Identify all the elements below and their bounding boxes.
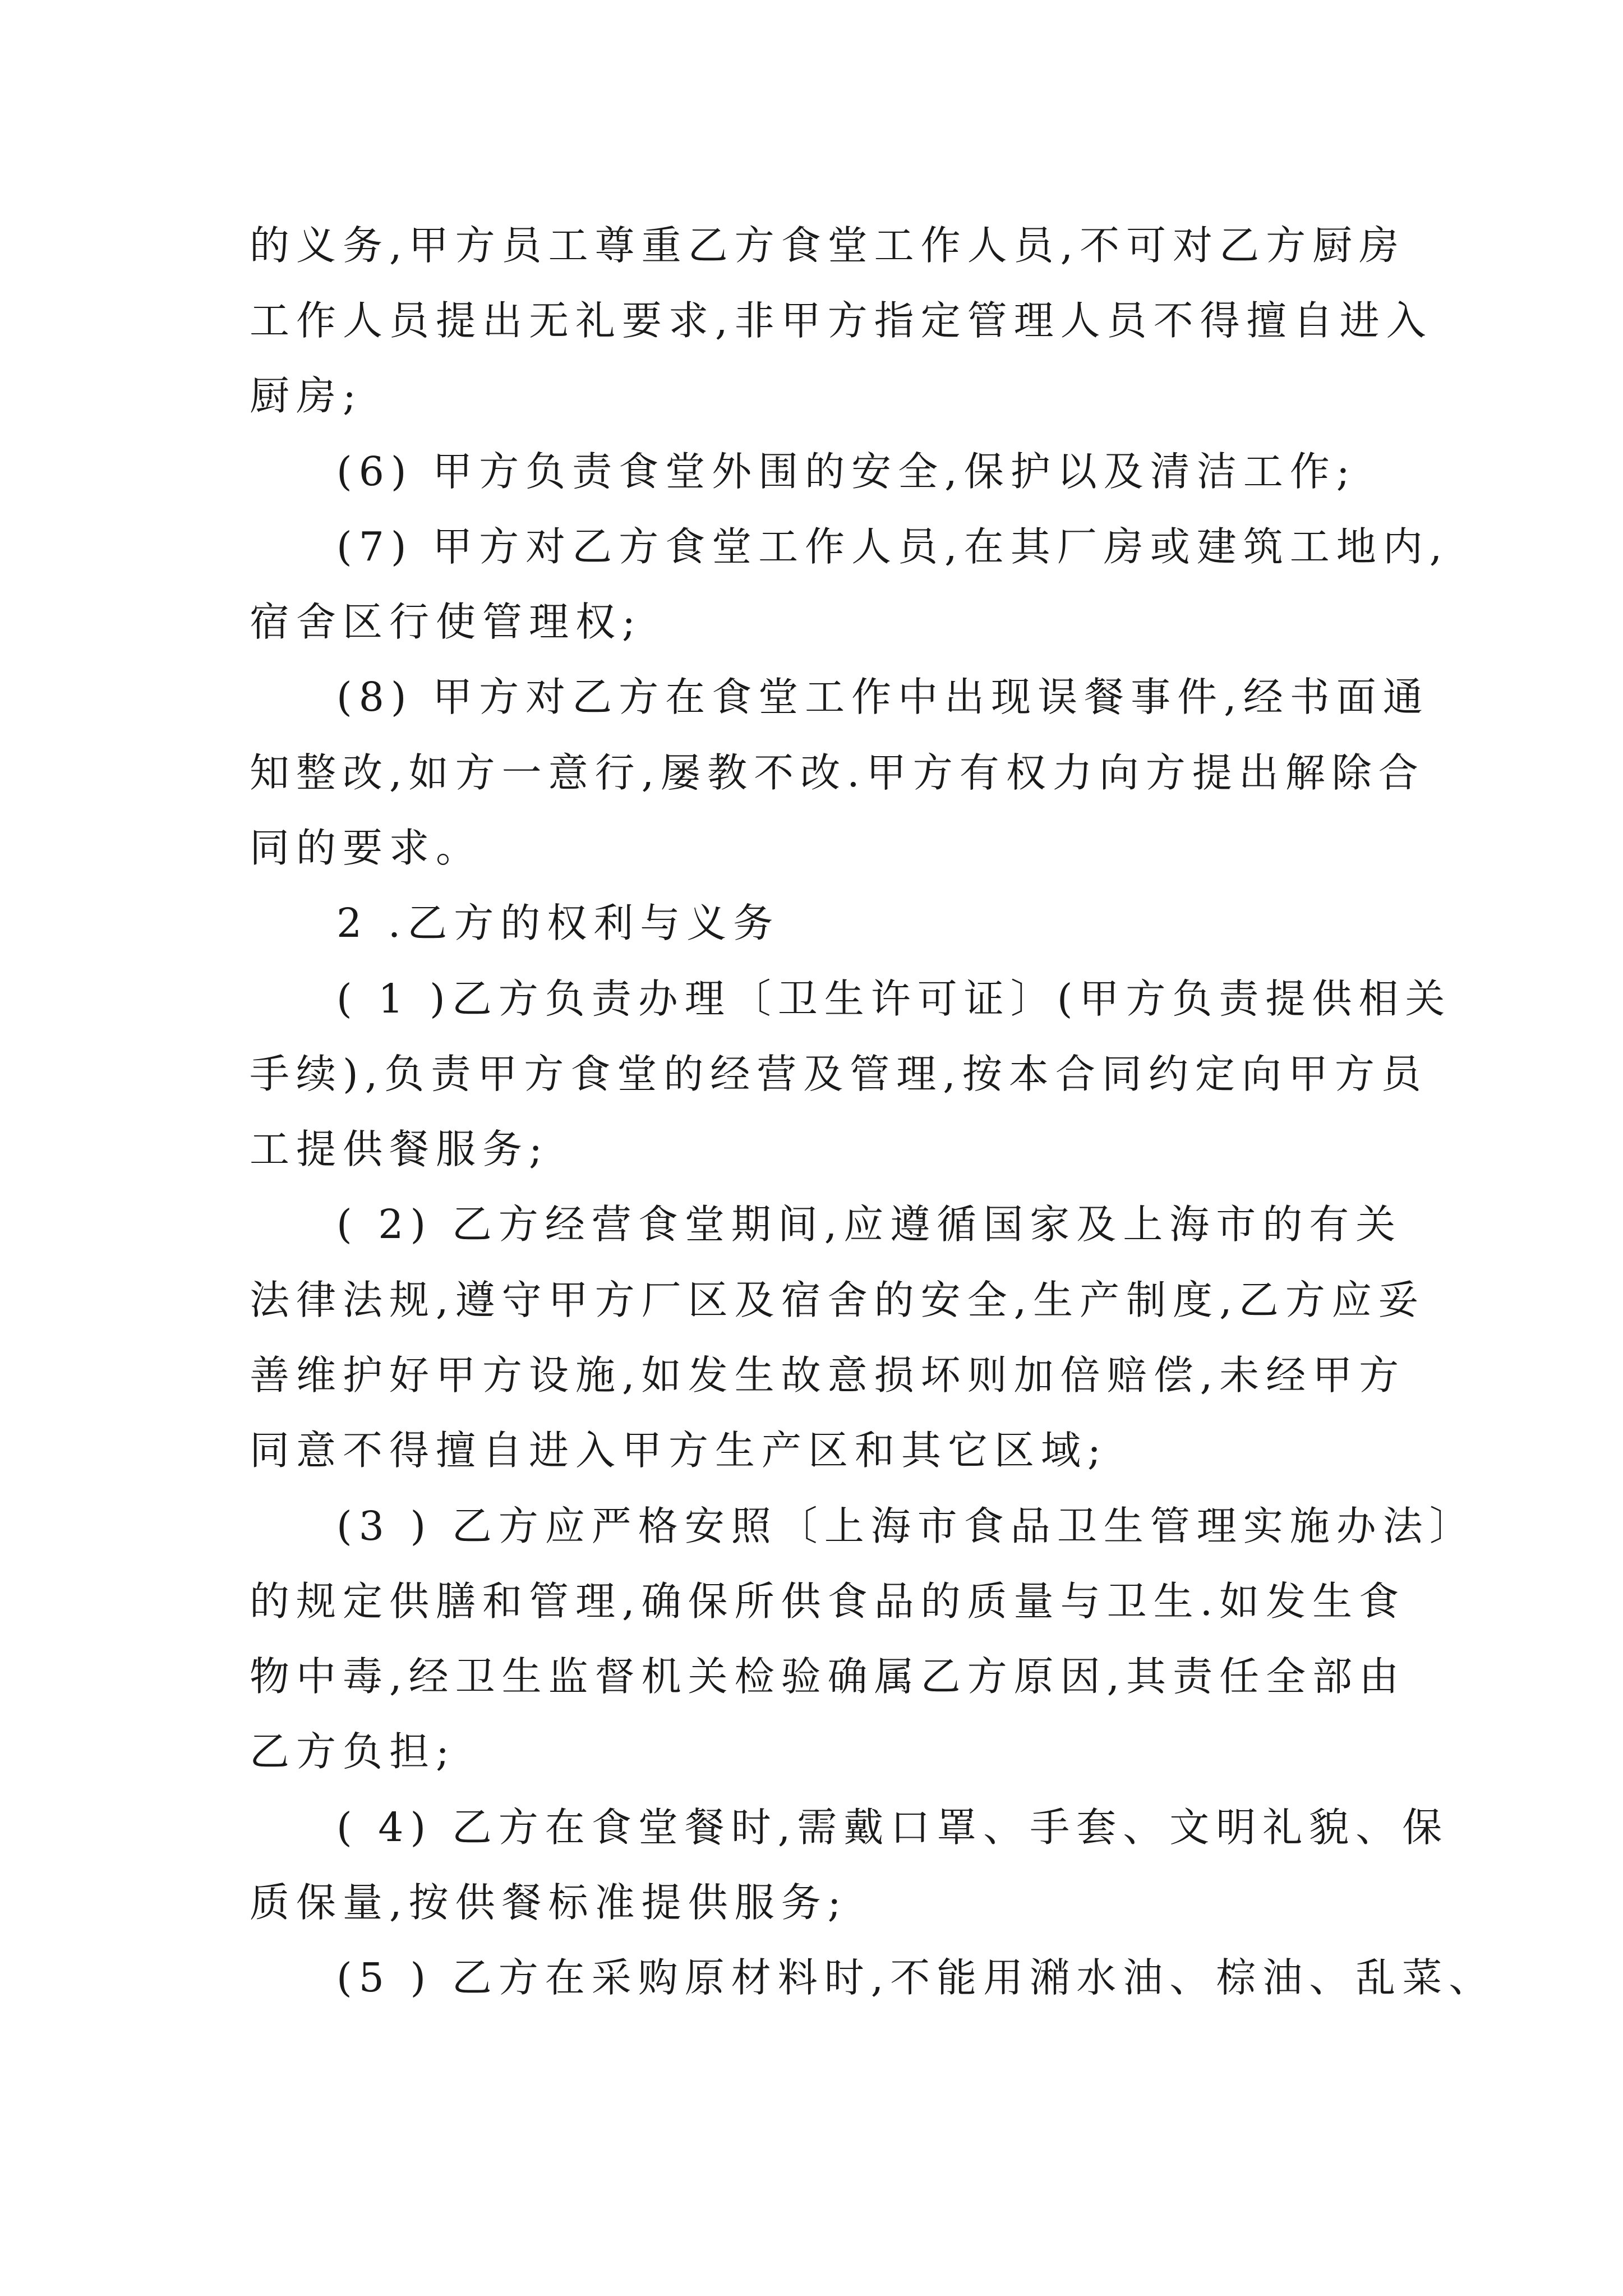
text-line: 质保量,按供餐标准提供服务; — [250, 1879, 848, 1926]
text-line: 的义务,甲方员工尊重乙方食堂工作人员,不可对乙方厨房 — [250, 222, 1406, 269]
text-line: ( 4) 乙方在食堂餐时,需戴口罩、手套、文明礼貌、保 — [336, 1804, 1449, 1851]
text-line: ( 2) 乙方经营食堂期间,应遵循国家及上海市的有关 — [336, 1201, 1403, 1248]
text-line: 善维护好甲方设施,如发生故意损坏则加倍赔偿,未经甲方 — [250, 1352, 1406, 1398]
text-line: 知整改,如方一意行,屡教不改.甲方有权力向方提出解除合 — [250, 749, 1425, 796]
text-line: 同的要求。 — [250, 825, 483, 871]
text-line: 乙方负担; — [250, 1728, 456, 1775]
text-line: 手续),负责甲方食堂的经营及管理,按本合同约定向甲方员 — [250, 1051, 1428, 1097]
text-line: (5 ) 乙方在采购原材料时,不能用潲水油、棕油、乱菜、 — [336, 1954, 1496, 2001]
text-line: 2 .乙方的权利与义务 — [336, 900, 780, 946]
text-line: (3 ) 乙方应严格安照〔上海市食品卫生管理实施办法〕 — [336, 1503, 1476, 1549]
text-line: (8) 甲方对乙方在食堂工作中出现误餐事件,经书面通 — [336, 674, 1430, 720]
text-line: (7) 甲方对乙方食堂工作人员,在其厂房或建筑工地内, — [336, 523, 1449, 570]
text-line: 工作人员提出无礼要求,非甲方指定管理人员不得擅自进入 — [250, 297, 1433, 344]
text-line: 同意不得擅自进入甲方生产区和其它区域; — [250, 1427, 1108, 1474]
text-line: 厨房; — [250, 372, 363, 419]
text-line: 法律法规,遵守甲方厂区及宿舍的安全,生产制度,乙方应妥 — [250, 1277, 1425, 1323]
text-line: 的规定供膳和管理,确保所供食品的质量与卫生.如发生食 — [250, 1578, 1406, 1625]
text-line: ( 1 )乙方负责办理〔卫生许可证〕(甲方负责提供相关 — [336, 976, 1452, 1022]
text-line: (6) 甲方负责食堂外围的安全,保护以及清洁工作; — [336, 448, 1357, 495]
text-line: 工提供餐服务; — [250, 1126, 549, 1172]
text-line: 宿舍区行使管理权; — [250, 599, 642, 645]
text-line: 物中毒,经卫生监督机关检验确属乙方原因,其责任全部由 — [250, 1653, 1406, 1700]
